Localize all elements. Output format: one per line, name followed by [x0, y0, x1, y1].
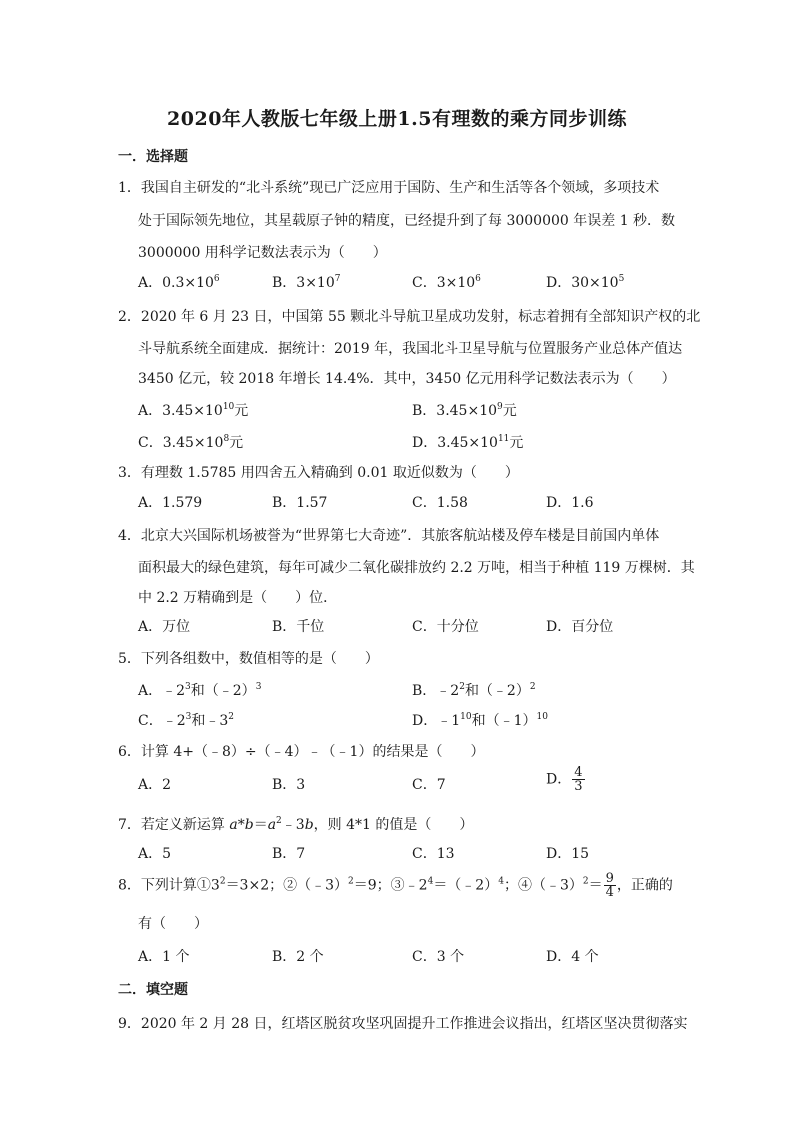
- q6-option-d[interactable]: [546, 766, 586, 793]
- q5-option-d-part-1: D．﹣1: [412, 713, 461, 729]
- q5-option-c-part-2: 和﹣3: [191, 713, 229, 729]
- q1-option-c[interactable]: [412, 272, 481, 292]
- q8-text-7: ，正确的: [616, 877, 673, 894]
- question-8-line-1: [118, 872, 678, 899]
- q6-option-a[interactable]: A．2: [138, 777, 172, 793]
- q4-option-b[interactable]: B．千位: [272, 619, 325, 635]
- fraction-denominator: 3: [574, 779, 583, 794]
- q5-option-b[interactable]: [412, 680, 536, 700]
- q2-option-a-exponent: 10: [222, 402, 235, 412]
- question-1-line-2: 处于国际领先地位，其星载原子钟的精度，已经提升到了每 3000000 年误差 1 秒．数: [138, 213, 676, 229]
- fraction-numerator: 4: [574, 765, 583, 780]
- q6-option-b[interactable]: B．3: [272, 777, 306, 793]
- q1-option-d-exponent: 5: [618, 274, 625, 284]
- q4-option-a[interactable]: A．万位: [138, 619, 191, 635]
- q1-option-d-base: D．30×10: [546, 275, 619, 291]
- q2-option-d-base: D．3.45×10: [412, 435, 498, 451]
- question-8-line-2: 有（ ）: [138, 916, 208, 932]
- q6-option-d-fraction: [572, 766, 584, 793]
- q3-option-c[interactable]: C．1.58: [412, 495, 468, 511]
- q1-option-c-base: C．3×10: [412, 275, 476, 291]
- q1-option-a[interactable]: [138, 272, 220, 292]
- q7-var-a-2: a: [267, 817, 277, 833]
- q2-option-b-exponent: 9: [497, 402, 503, 412]
- q2-option-a-base: A．3.45×10: [138, 403, 223, 419]
- q2-option-c-base: C．3.45×10: [138, 435, 224, 451]
- q7-text-1: 7．若定义新运算: [118, 817, 230, 833]
- q5-option-d[interactable]: [412, 710, 548, 730]
- q5-option-c-part-1: C．﹣2: [138, 713, 186, 729]
- q2-option-a-unit: 元: [234, 403, 249, 419]
- q5-option-d-exponent-2: 10: [536, 712, 548, 722]
- question-5-line-1: 5．下列各组数中，数值相等的是（ ）: [118, 651, 379, 667]
- q7-option-a[interactable]: A．5: [138, 846, 172, 862]
- q8-exp-1: 2: [219, 876, 226, 887]
- q8-text-3: ＝9；③﹣2: [353, 877, 428, 894]
- question-2-line-3: 3450 亿元，较 2018 年增长 14.4%．其中，3450 亿元用科学记数法表示为（ ）: [138, 371, 676, 387]
- q2-option-d[interactable]: [412, 432, 523, 452]
- question-9-line-1: 9．2020 年 2 月 28 日，红塔区脱贫攻坚巩固提升工作推进会议指出，红塔区坚决贯彻落实: [118, 1016, 688, 1032]
- q5-option-a-exponent-2: 3: [255, 682, 262, 692]
- q1-option-a-base: A．0.3×10: [138, 275, 214, 291]
- q5-option-d-exponent-1: 10: [460, 712, 472, 722]
- q1-option-b-exponent: 7: [334, 274, 341, 284]
- q5-option-b-part-1: B．﹣2: [412, 683, 460, 699]
- q8-option-b[interactable]: B．2 个: [272, 949, 324, 965]
- section-heading-choice: 一．选择题: [118, 149, 188, 165]
- q8-text-5: ；④（﹣3）: [503, 877, 583, 894]
- q7-option-d[interactable]: D．15: [546, 846, 590, 862]
- question-4-line-2: 面积最大的绿色建筑，每年可减少二氧化碳排放约 2.2 万吨，相当于种植 119 万棵树．其: [138, 560, 695, 576]
- q8-exp-2: 2: [348, 876, 354, 887]
- q2-option-c-exponent: 8: [223, 434, 230, 444]
- q5-option-c-exponent-1: 3: [185, 712, 192, 722]
- q2-option-b-base: B．3.45×10: [412, 403, 498, 419]
- question-2-line-1: 2．2020 年 6 月 23 日，中国第 55 颗北斗导航卫星成功发射，标志着拥有全部知识产权的北: [118, 309, 701, 325]
- q3-option-b[interactable]: B．1.57: [272, 495, 328, 511]
- q5-option-c-exponent-2: 2: [228, 712, 235, 722]
- q5-option-d-part-2: 和（﹣1）: [471, 713, 537, 729]
- q2-option-d-unit: 元: [509, 435, 524, 451]
- q4-option-d[interactable]: D．百分位: [546, 619, 614, 635]
- q7-minus-3: ﹣3: [281, 817, 305, 833]
- q5-option-a[interactable]: [138, 680, 261, 700]
- q5-option-a-part-2: 和（﹣2）: [190, 683, 256, 699]
- q7-var-b: b: [244, 817, 254, 833]
- q7-var-a: a: [229, 817, 238, 833]
- q7-equals: ＝: [253, 817, 268, 833]
- question-6-line-1: 6．计算 4+（﹣8）÷（﹣4）﹣（﹣1）的结果是（ ）: [118, 744, 485, 760]
- q2-option-b[interactable]: [412, 400, 517, 420]
- q8-option-c[interactable]: C．3 个: [412, 949, 465, 965]
- document-title: 2020年人教版七年级上册1.5有理数的乘方同步训练: [167, 108, 627, 130]
- q4-option-c[interactable]: C．十分位: [412, 619, 479, 635]
- q8-text-2: ＝3×2；②（﹣3）: [225, 877, 349, 894]
- q8-option-d[interactable]: D．4 个: [546, 949, 599, 965]
- q8-text-1: 8．下列计算①3: [118, 877, 220, 894]
- question-1-line-3: 3000000 用科学记数法表示为（ ）: [138, 245, 387, 261]
- q8-exp-5: 2: [582, 876, 589, 887]
- fraction-denominator: 4: [605, 885, 614, 900]
- q3-option-a[interactable]: A．1.579: [138, 495, 203, 511]
- question-4-line-1: 4．北京大兴国际机场被誉为“世界第七大奇迹”．其旅客航站楼及停车楼是目前国内单体: [118, 528, 660, 544]
- q1-option-b[interactable]: [272, 272, 340, 292]
- question-2-line-2: 斗导航系统全面建成．据统计：2019 年，我国北斗卫星导航与位置服务产业总体产值达: [138, 341, 683, 357]
- q1-option-a-exponent: 6: [213, 274, 220, 284]
- q8-exp-3: 4: [427, 876, 434, 887]
- q3-option-d[interactable]: D．1.6: [546, 495, 594, 511]
- section-heading-fill-in: 二．填空题: [118, 982, 188, 998]
- q5-option-c[interactable]: [138, 710, 234, 730]
- q2-option-c-unit: 元: [229, 435, 244, 451]
- q5-option-b-exponent-2: 2: [529, 682, 536, 692]
- q1-option-c-exponent: 6: [475, 274, 481, 284]
- q2-option-c[interactable]: [138, 432, 243, 452]
- q2-option-a[interactable]: [138, 400, 248, 420]
- q1-option-b-base: B．3×10: [272, 275, 335, 291]
- q2-option-b-unit: 元: [502, 403, 517, 419]
- fraction-numerator: 9: [605, 871, 614, 886]
- q5-option-a-exponent-1: 3: [185, 682, 191, 692]
- q8-fraction: [604, 872, 616, 899]
- q7-option-c[interactable]: C．13: [412, 846, 455, 862]
- q7-text-2: ，则 4*1 的值是（ ）: [313, 817, 474, 833]
- q1-option-d[interactable]: [546, 272, 624, 292]
- q7-exponent: 2: [276, 816, 282, 826]
- question-3-line-1: 3．有理数 1.5785 用四舍五入精确到 0.01 取近似数为（ ）: [118, 465, 519, 481]
- q7-var-b-2: b: [304, 817, 314, 833]
- q8-text-4: ＝（﹣2）: [433, 877, 499, 894]
- q6-option-c[interactable]: C．7: [412, 777, 446, 793]
- q8-text-6: ＝: [588, 877, 603, 894]
- question-4-line-3: 中 2.2 万精确到是（ ）位．: [138, 590, 338, 606]
- question-1-line-1: 1．我国自主研发的“北斗系统”现已广泛应用于国防、生产和生活等各个领域，多项技术: [118, 180, 660, 196]
- q7-option-b[interactable]: B．7: [272, 846, 306, 862]
- q5-option-a-part-1: A．﹣2: [138, 683, 186, 699]
- q6-option-d-label: D．: [546, 771, 572, 788]
- q5-option-b-exponent-1: 2: [459, 682, 465, 692]
- q7-star: *: [237, 817, 245, 833]
- question-7-line-1: [118, 814, 678, 834]
- q8-exp-4: 4: [498, 876, 504, 887]
- q5-option-b-part-2: 和（﹣2）: [464, 683, 530, 699]
- q2-option-d-exponent: 11: [497, 434, 510, 444]
- q8-option-a[interactable]: A．1 个: [138, 949, 190, 965]
